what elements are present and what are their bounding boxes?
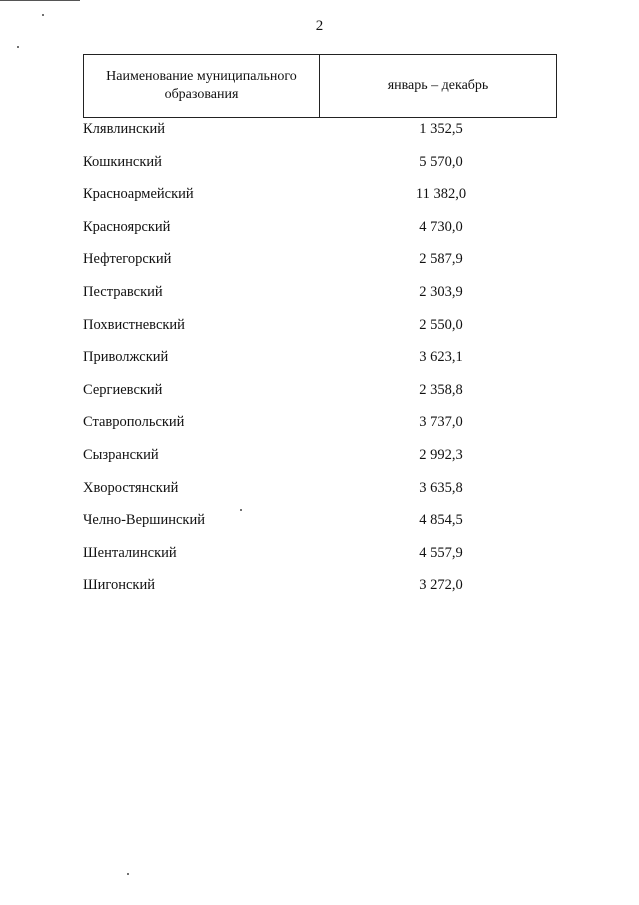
table-row bbox=[83, 314, 557, 347]
period-value: 4 854,5 bbox=[419, 512, 463, 529]
period-value: 3 737,0 bbox=[419, 414, 463, 431]
municipality-name: Сызранский bbox=[83, 446, 159, 463]
table-body bbox=[83, 118, 557, 607]
table-row bbox=[83, 118, 557, 151]
column-header-municipality: Наименование муниципального образования bbox=[84, 55, 320, 117]
scan-edge-line bbox=[0, 0, 80, 1]
page-number: 2 bbox=[315, 18, 324, 34]
municipality-name: Красноармейский bbox=[83, 186, 194, 203]
table-row bbox=[83, 411, 557, 444]
period-value: 2 992,3 bbox=[419, 446, 463, 463]
table-row bbox=[83, 574, 557, 607]
municipality-name: Сергиевский bbox=[83, 381, 163, 398]
period-value: 11 382,0 bbox=[415, 186, 467, 203]
table-row bbox=[83, 183, 557, 216]
municipality-name: Шенталинский bbox=[83, 544, 177, 561]
table-row bbox=[83, 542, 557, 575]
table-row bbox=[83, 477, 557, 510]
table-row bbox=[83, 151, 557, 184]
period-value: 3 623,1 bbox=[419, 349, 463, 366]
municipality-name: Челно-Вершинский bbox=[83, 512, 205, 529]
table-header bbox=[83, 54, 557, 118]
table-row bbox=[83, 444, 557, 477]
table-row bbox=[83, 281, 557, 314]
table-row bbox=[83, 248, 557, 281]
period-value: 2 550,0 bbox=[419, 316, 463, 333]
period-value: 2 358,8 bbox=[419, 381, 463, 398]
municipality-name: Пестравский bbox=[83, 283, 163, 300]
period-value: 4 557,9 bbox=[419, 544, 463, 561]
scan-speck bbox=[42, 14, 44, 16]
period-value: 4 730,0 bbox=[419, 218, 463, 235]
municipality-name: Хворостянский bbox=[83, 479, 179, 496]
scan-speck bbox=[127, 873, 129, 875]
municipality-name: Ставропольский bbox=[83, 414, 185, 431]
table-row bbox=[83, 346, 557, 379]
municipality-name: Красноярский bbox=[83, 218, 171, 235]
table-row bbox=[83, 509, 557, 542]
period-value: 3 272,0 bbox=[419, 577, 463, 594]
column-header-period: январь – декабрь bbox=[387, 78, 489, 93]
period-value: 3 635,8 bbox=[419, 479, 463, 496]
municipality-name: Шигонский bbox=[83, 577, 155, 594]
period-value: 5 570,0 bbox=[419, 153, 463, 170]
municipality-name: Клявлинский bbox=[83, 121, 165, 137]
scan-speck bbox=[17, 46, 19, 48]
period-value: 2 303,9 bbox=[419, 283, 463, 300]
municipality-name: Нефтегорский bbox=[83, 251, 172, 268]
municipality-name: Приволжский bbox=[83, 349, 169, 366]
table-row bbox=[83, 379, 557, 412]
table-row bbox=[83, 216, 557, 249]
municipality-name: Похвистневский bbox=[83, 316, 185, 333]
period-value: 1 352,5 bbox=[419, 121, 463, 137]
municipality-name: Кошкинский bbox=[83, 153, 162, 170]
period-value: 2 587,9 bbox=[419, 251, 463, 268]
